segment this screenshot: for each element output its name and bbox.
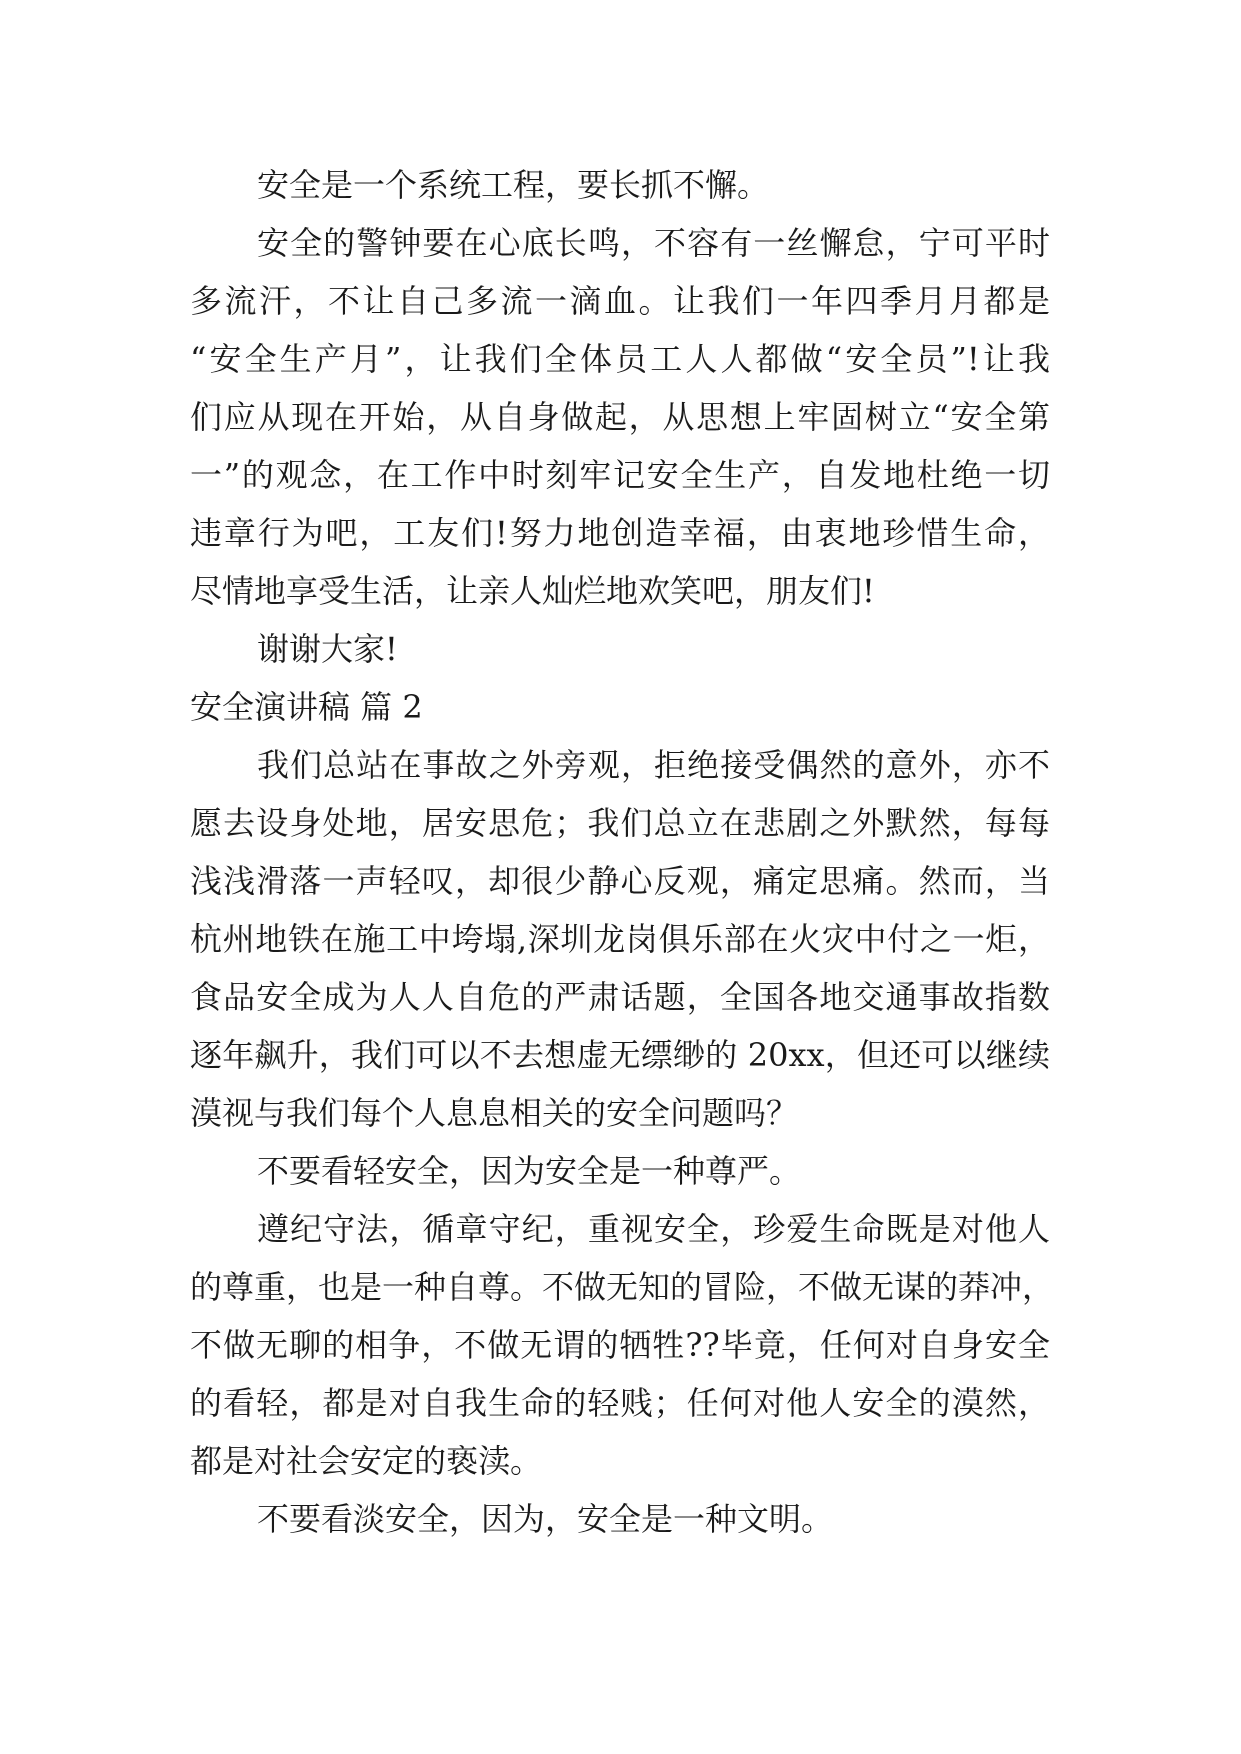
paragraph-line [0,852,1241,910]
line-text: 漠视与我们每个人息息相关的安全问题吗？ [190,1094,799,1132]
line-text: 都是对社会安定的亵渎。 [190,1442,543,1480]
section-heading [0,678,1241,736]
paragraph-line [0,794,1241,852]
line-text: 安全是一个系统工程，要长抓不懈。 [257,166,770,204]
paragraph-line [0,446,1241,504]
line-text: 遵纪守法，循章守纪，重视安全，珍爱生命既是对他人 [257,1210,1050,1248]
paragraph-line [0,1084,1241,1142]
paragraph-line [0,1200,1241,1258]
line-text: 逐年飙升，我们可以不去想虚无缥缈的 20xx，但还可以继续 [190,1036,1050,1074]
line-text: 杭州地铁在施工中垮塌,深圳龙岗俱乐部在火灾中付之一炬， [190,920,1050,958]
paragraph-line [0,910,1241,968]
paragraph-line [0,156,1241,214]
paragraph-line [0,1142,1241,1200]
line-text: 尽情地享受生活，让亲人灿烂地欢笑吧，朋友们! [190,572,875,610]
line-text: 安全的警钟要在心底长鸣，不容有一丝懈怠，宁可平时 [257,224,1050,262]
line-text: 谢谢大家! [257,630,398,668]
paragraph-line [0,736,1241,794]
line-text: 违章行为吧，工友们!努力地创造幸福，由衷地珍惜生命， [190,514,1050,552]
paragraph-line [0,1490,1241,1548]
line-text: 食品安全成为人人自危的严肃话题，全国各地交通事故指数 [190,978,1050,1016]
line-text: 的看轻，都是对自我生命的轻贱；任何对他人安全的漠然， [190,1384,1050,1422]
paragraph-line [0,620,1241,678]
line-text: 不做无聊的相争，不做无谓的牺牲??毕竟，任何对自身安全 [190,1326,1050,1364]
paragraph-line [0,272,1241,330]
paragraph-line [0,968,1241,1026]
line-text: 不要看淡安全，因为，安全是一种文明。 [257,1500,834,1538]
line-text: 一”的观念，在工作中时刻牢记安全生产，自发地杜绝一切 [190,456,1050,494]
paragraph-line [0,388,1241,446]
line-text: 浅浅滑落一声轻叹，却很少静心反观，痛定思痛。然而，当 [190,862,1050,900]
line-text: 们应从现在开始，从自身做起，从思想上牢固树立“安全第 [190,398,1050,436]
paragraph-line [0,330,1241,388]
line-text: “安全生产月”，让我们全体员工人人都做“安全员”!让我 [190,340,1050,378]
line-text: 的尊重，也是一种自尊。不做无知的冒险，不做无谋的莽冲， [190,1268,1055,1306]
paragraph-line [0,562,1241,620]
paragraph-line [0,1432,1241,1490]
paragraph-line [0,1374,1241,1432]
line-text: 我们总站在事故之外旁观，拒绝接受偶然的意外，亦不 [257,746,1050,784]
paragraph-line [0,1316,1241,1374]
line-text: 不要看轻安全，因为安全是一种尊严。 [257,1152,802,1190]
heading-text: 安全演讲稿 篇 2 [190,688,423,726]
line-text: 多流汗，不让自己多流一滴血。让我们一年四季月月都是 [190,282,1050,320]
paragraph-line [0,1026,1241,1084]
paragraph-line [0,504,1241,562]
paragraph-line [0,1258,1241,1316]
line-text: 愿去设身处地，居安思危；我们总立在悲剧之外默然，每每 [190,804,1050,842]
paragraph-line [0,214,1241,272]
